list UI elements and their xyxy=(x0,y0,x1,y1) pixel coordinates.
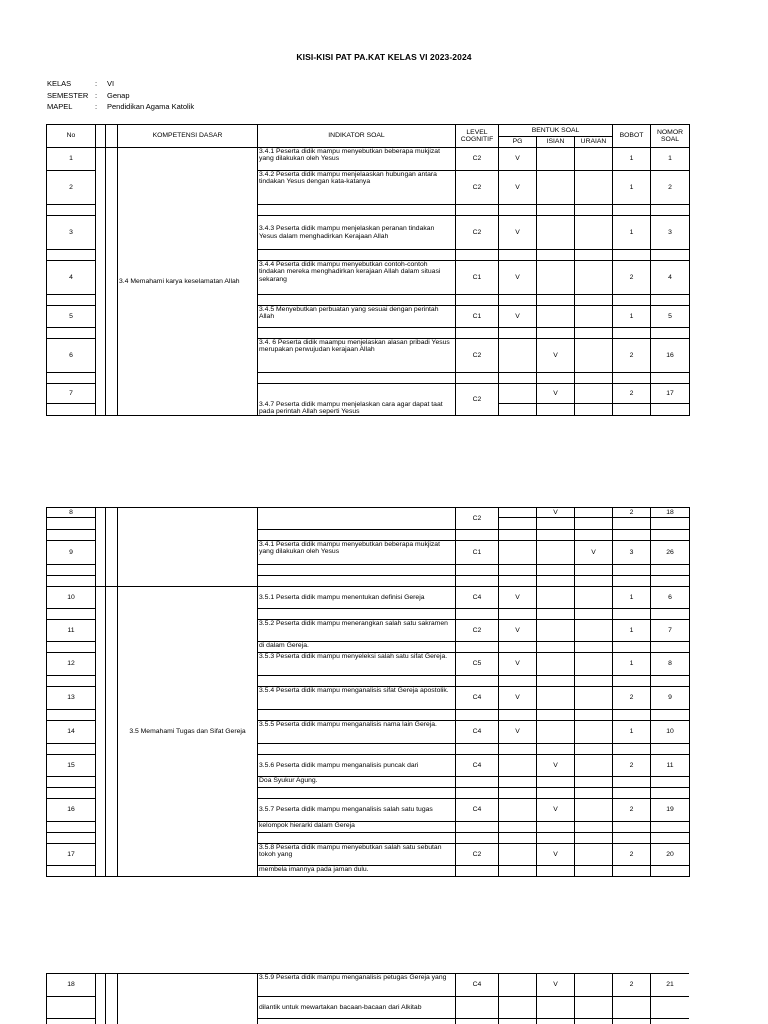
nomor-soal-cell: 1 xyxy=(651,148,690,171)
indikator-cell: 3.5.1 Peserta didik mampu menentukan definisi Gereja xyxy=(258,587,456,609)
indikator-cell: 3.4.2 Peserta didik mampu menjelaaskan hubungan antara tindakan Yesus dengan kata-katanya xyxy=(258,171,456,205)
kisi-table-page-3 xyxy=(46,973,689,1024)
pg-cell xyxy=(499,339,537,373)
pg-cell xyxy=(499,844,537,866)
header-no: No xyxy=(47,125,96,148)
isian-cell xyxy=(537,306,575,328)
bobot-cell: 2 xyxy=(613,508,651,518)
spacer-col xyxy=(96,148,106,416)
level-cell: C1 xyxy=(456,541,499,565)
level-cell: C2 xyxy=(456,339,499,373)
uraian-cell xyxy=(575,974,613,997)
indikator-cell: 3.4.5 Menyebutkan perbuatan yang sesuai dengan perintah Allah xyxy=(258,306,456,328)
spacer-col xyxy=(106,974,118,1024)
level-cell: C2 xyxy=(456,620,499,642)
indikator-cell: Doa Syukur Agung. xyxy=(258,777,456,788)
kompetensi-dasar-cell: 3.4 Memahami karya keselamatan Allah xyxy=(118,148,258,416)
pg-cell: V xyxy=(499,587,537,609)
row-no: 6 xyxy=(47,339,96,373)
level-cell: C2 xyxy=(456,171,499,205)
isian-cell xyxy=(537,541,575,565)
indikator-cell: 3.5.8 Peserta didik mampu menyebutkan salah satu sebutan tokoh yang xyxy=(258,844,456,866)
bobot-cell: 1 xyxy=(613,148,651,171)
spacer-col xyxy=(96,587,106,877)
row-no: 7 xyxy=(47,384,96,404)
uraian-cell xyxy=(575,844,613,866)
nomor-soal-cell: 19 xyxy=(651,799,690,822)
uraian-cell xyxy=(575,653,613,676)
nomor-soal-cell: 2 xyxy=(651,171,690,205)
level-cell: C2 xyxy=(456,216,499,250)
indikator-cell: kelompok hierarki dalam Gereja xyxy=(258,822,456,833)
row-no: 8 xyxy=(47,508,96,518)
meta-key: SEMESTER xyxy=(47,90,89,100)
meta-kelas xyxy=(47,78,194,90)
meta-key: MAPEL xyxy=(47,102,73,111)
indikator-cell: 3.4.1 Peserta didik mampu menyebutkan beberapa mukjizat yang dilakukan oleh Yesus xyxy=(258,541,456,565)
nomor-soal-cell: 21 xyxy=(651,974,690,997)
indikator-cell xyxy=(258,508,456,530)
header-spacer xyxy=(106,125,118,148)
meta-colon: : xyxy=(95,79,98,88)
isian-cell: V xyxy=(537,384,575,404)
level-cell: C4 xyxy=(456,687,499,710)
spacer-col xyxy=(96,974,106,1024)
bobot-cell: 3 xyxy=(613,541,651,565)
indikator-cell: 3.5.4 Peserta didik mampu menganalisis sifat Gereja apostolik. xyxy=(258,687,456,710)
kompetensi-dasar-cell-continued xyxy=(118,508,258,587)
pg-cell xyxy=(499,384,537,404)
pg-cell: V xyxy=(499,261,537,295)
nomor-soal-cell: 4 xyxy=(651,261,690,295)
bobot-cell: 1 xyxy=(613,216,651,250)
pg-cell: V xyxy=(499,148,537,171)
header-uraian: URAIAN xyxy=(575,137,613,148)
uraian-cell xyxy=(575,148,613,171)
bobot-cell: 2 xyxy=(613,384,651,404)
pg-cell xyxy=(499,799,537,822)
uraian-cell xyxy=(575,384,613,404)
uraian-cell xyxy=(575,339,613,373)
isian-cell xyxy=(537,587,575,609)
nomor-soal-cell: 16 xyxy=(651,339,690,373)
header-level-cognitif: LEVEL COGNITIF xyxy=(456,125,499,148)
nomor-soal-cell: 11 xyxy=(651,755,690,777)
header-isian: ISIAN xyxy=(537,137,575,148)
nomor-soal-cell: 20 xyxy=(651,844,690,866)
level-cell: C1 xyxy=(456,261,499,295)
nomor-soal-cell: 10 xyxy=(651,721,690,744)
bobot-cell: 2 xyxy=(613,974,651,997)
nomor-soal-cell: 9 xyxy=(651,687,690,710)
table-row xyxy=(47,587,690,609)
isian-cell xyxy=(537,171,575,205)
pg-cell: V xyxy=(499,216,537,250)
row-no: 16 xyxy=(47,799,96,822)
uraian-cell: V xyxy=(575,541,613,565)
row-no: 10 xyxy=(47,587,96,609)
level-cell: C2 xyxy=(456,148,499,171)
meta-semester xyxy=(47,90,194,102)
header-kompetensi-dasar: KOMPETENSI DASAR xyxy=(118,125,258,148)
row-no: 9 xyxy=(47,541,96,565)
indikator-cell: 3.5.9 Peserta didik mampu menganalisis petugas Gereja yang xyxy=(258,974,456,997)
row-no: 15 xyxy=(47,755,96,777)
document-meta xyxy=(47,78,194,113)
header-spacer xyxy=(96,125,106,148)
level-cell: C4 xyxy=(456,974,499,997)
pg-cell: V xyxy=(499,721,537,744)
meta-colon: : xyxy=(95,102,98,111)
nomor-soal-cell: 5 xyxy=(651,306,690,328)
isian-cell xyxy=(537,721,575,744)
header-indikator-soal: INDIKATOR SOAL xyxy=(258,125,456,148)
indikator-cell: 3.5.2 Peserta didik mampu menerangkan salah satu sakramen xyxy=(258,620,456,642)
uraian-cell xyxy=(575,620,613,642)
meta-colon: : xyxy=(95,90,98,100)
pg-cell xyxy=(499,541,537,565)
meta-value: VI xyxy=(107,79,115,88)
row-no: 14 xyxy=(47,721,96,744)
row-no: 5 xyxy=(47,306,96,328)
pg-cell xyxy=(499,974,537,997)
uraian-cell xyxy=(575,687,613,710)
uraian-cell xyxy=(575,721,613,744)
uraian-cell xyxy=(575,755,613,777)
isian-cell xyxy=(537,148,575,171)
document-title: KISI-KISI PAT PA.KAT KELAS VI 2023-2024 xyxy=(296,52,472,62)
header-pg: PG xyxy=(499,137,537,148)
uraian-cell xyxy=(575,216,613,250)
isian-cell xyxy=(537,653,575,676)
spacer-col xyxy=(106,508,118,587)
bobot-cell: 2 xyxy=(613,687,651,710)
indikator-text: 3.4.7 Peserta didik mampu menjelaskan cara agar dapat taat pada perintah Allah seperti Yesus xyxy=(259,401,443,415)
row-no: 13 xyxy=(47,687,96,710)
bobot-cell: 1 xyxy=(613,587,651,609)
meta-mapel xyxy=(47,101,194,113)
meta-value: Genap xyxy=(107,90,130,100)
indikator-cell: 3.5.6 Peserta didik mampu menganalisis puncak dari xyxy=(258,755,456,777)
isian-cell: V xyxy=(537,799,575,822)
pg-cell: V xyxy=(499,687,537,710)
indikator-cell: dilantik untuk mewartakan bacaan-bacaan dari Alkitab xyxy=(258,997,456,1019)
pg-cell xyxy=(499,755,537,777)
isian-cell xyxy=(537,687,575,710)
nomor-soal-cell: 8 xyxy=(651,653,690,676)
bobot-cell: 2 xyxy=(613,844,651,866)
bobot-cell: 2 xyxy=(613,799,651,822)
row-no: 12 xyxy=(47,653,96,676)
indikator-cell: 3.5.5 Peserta didik mampu menganalisis nama lain Gereja. xyxy=(258,721,456,744)
pg-cell: V xyxy=(499,620,537,642)
row-no: 2 xyxy=(47,171,96,205)
table-row xyxy=(47,508,690,518)
isian-cell: V xyxy=(537,844,575,866)
level-cell: C4 xyxy=(456,799,499,822)
header-bentuk-soal: BENTUK SOAL xyxy=(499,125,613,137)
isian-cell xyxy=(537,261,575,295)
kisi-table-page-2 xyxy=(46,507,689,877)
isian-cell: V xyxy=(537,974,575,997)
indikator-cell xyxy=(258,384,456,416)
level-cell: C2 xyxy=(456,844,499,866)
uraian-cell xyxy=(575,799,613,822)
row-no: 18 xyxy=(47,974,96,997)
level-cell: C2 xyxy=(456,508,499,530)
kisi-table-page-1 xyxy=(46,124,689,416)
level-cell: C2 xyxy=(456,384,499,416)
table-row xyxy=(47,974,690,997)
bobot-cell: 1 xyxy=(613,721,651,744)
nomor-soal-cell: 6 xyxy=(651,587,690,609)
kompetensi-dasar-cell-continued xyxy=(118,974,258,1024)
indikator-cell: membela imannya pada jaman dulu. xyxy=(258,866,456,877)
level-cell: C4 xyxy=(456,587,499,609)
bobot-cell: 2 xyxy=(613,339,651,373)
header-nomor-soal: NOMOR SOAL xyxy=(651,125,690,148)
indikator-cell: 3.4.1 Peserta didik mampu menyebutkan beberapa mukjizat yang dilakukan oleh Yesus xyxy=(258,148,456,171)
kompetensi-dasar-cell: 3.5 Memahami Tugas dan Sifat Gereja xyxy=(118,587,258,877)
level-cell: C4 xyxy=(456,755,499,777)
pg-cell: V xyxy=(499,171,537,205)
uraian-cell xyxy=(575,261,613,295)
row-no: 17 xyxy=(47,844,96,866)
level-cell: C5 xyxy=(456,653,499,676)
isian-cell: V xyxy=(537,508,575,518)
pg-cell: V xyxy=(499,653,537,676)
uraian-cell xyxy=(575,508,613,518)
indikator-cell: 3.4. 6 Peserta didik maampu menjelaskan alasan pribadi Yesus merupakan perwujudan kerajaan Allah xyxy=(258,339,456,373)
meta-key: KELAS xyxy=(47,79,72,88)
row-no: 3 xyxy=(47,216,96,250)
uraian-cell xyxy=(575,306,613,328)
table-row xyxy=(47,148,690,171)
indikator-cell: 3.5.7 Peserta didik mampu menganalisis salah satu tugas xyxy=(258,799,456,822)
indikator-cell: 3.4.3 Peserta didik mampu menjelaskan peranan tindakan Yesus dalam menghadirkan Kerajaan Allah xyxy=(258,216,456,250)
isian-cell: V xyxy=(537,755,575,777)
level-cell: C4 xyxy=(456,721,499,744)
row-no: 4 xyxy=(47,261,96,295)
isian-cell xyxy=(537,620,575,642)
isian-cell xyxy=(537,216,575,250)
bobot-cell: 1 xyxy=(613,620,651,642)
indikator-cell: di dalam Gereja. xyxy=(258,642,456,653)
bobot-cell: 2 xyxy=(613,261,651,295)
row-no: 1 xyxy=(47,148,96,171)
row-no: 11 xyxy=(47,620,96,642)
bobot-cell: 1 xyxy=(613,171,651,205)
spacer-col xyxy=(106,587,118,877)
nomor-soal-cell: 26 xyxy=(651,541,690,565)
pg-cell xyxy=(499,508,537,518)
nomor-soal-cell: 18 xyxy=(651,508,690,518)
indikator-cell: 3.5.3 Peserta didik mampu menyeleksi salah satu sifat Gereja. xyxy=(258,653,456,676)
spacer-col xyxy=(96,508,106,587)
level-cell: C1 xyxy=(456,306,499,328)
nomor-soal-cell: 17 xyxy=(651,384,690,404)
nomor-soal-cell: 3 xyxy=(651,216,690,250)
header-bobot: BOBOT xyxy=(613,125,651,148)
uraian-cell xyxy=(575,587,613,609)
bobot-cell: 2 xyxy=(613,755,651,777)
nomor-soal-cell: 7 xyxy=(651,620,690,642)
uraian-cell xyxy=(575,171,613,205)
meta-value: Pendidikan Agama Katolik xyxy=(107,102,195,111)
isian-cell: V xyxy=(537,339,575,373)
spacer-col xyxy=(106,148,118,416)
bobot-cell: 1 xyxy=(613,653,651,676)
bobot-cell: 1 xyxy=(613,306,651,328)
indikator-cell: 3.4.4 Peserta didik mampu menyebutkan contoh-contoh tindakan mereka menghadirkan kerajaan Allah dalam situasi sekarang xyxy=(258,261,456,295)
pg-cell: V xyxy=(499,306,537,328)
